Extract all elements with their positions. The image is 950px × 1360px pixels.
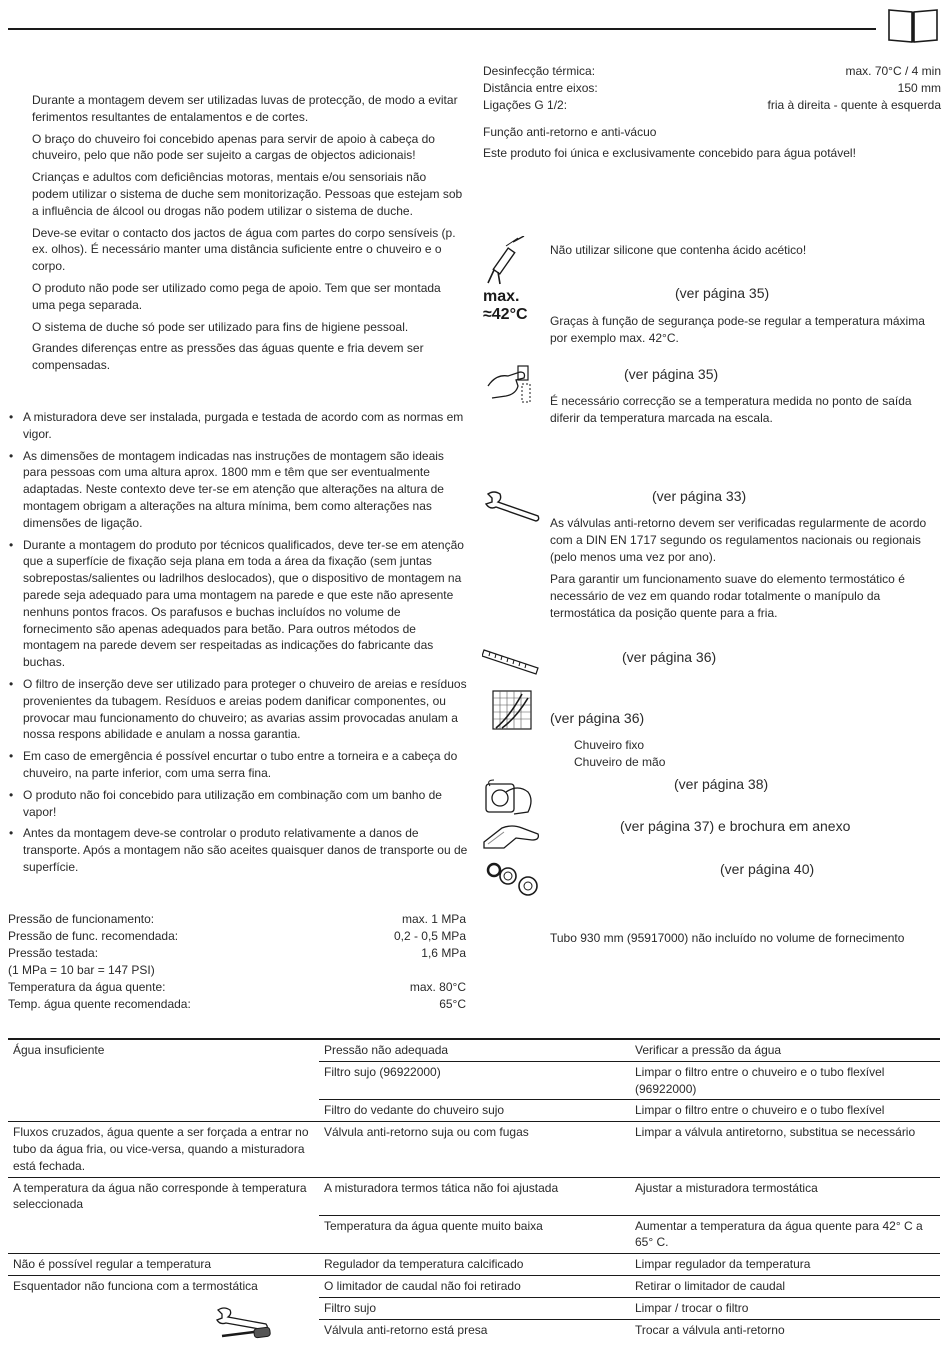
problem-cell xyxy=(8,1061,319,1100)
remedy-cell: Ajustar a misturadora termostática xyxy=(630,1177,940,1215)
problem-cell: Não é possível regular a temperatura xyxy=(8,1254,319,1276)
installation-note: • As dimensões de montagem indicadas nas instruções de montagem são ideais para pessoas com uma altura aprox. 1800 mm e têm que ser eventualmente adaptadas. Neste contexto deve ter-se em atenção que alterações na altura de montagem obrigam a alterações na altura mínima, bem como alterações nas dimensões de ligação. xyxy=(8,448,470,532)
installation-note: • Durante a montagem do produto por técnicos qualificados, deve ter-se em atenção que a superfície de fixação seja plana em toda a área da fixação (sem juntas sobrepostas/salientes ou ladrilhos deslocados), que o dispositivo de montagem na parede seja adequado para uma montagem na parede e que este não apresente nenhuns pontos fracos. Os parafusos e buchas incluídos no volume de fornecimento são apenas adequados para betão. Para outros métodos de montagem na parede devem ser respeitadas as indicações do fabricante das buchas. xyxy=(8,537,470,671)
spec-row: Ligações G 1/2: fria à direita - quente à esquerda xyxy=(483,98,941,112)
remedy-cell: Trocar a válvula anti-retorno xyxy=(630,1319,940,1340)
remedy-cell: Limpar o filtro entre o chuveiro e o tubo flexível xyxy=(630,1100,940,1122)
installation-note: • O produto não foi concebido para utilização em combinação com um banho de vapor! xyxy=(8,787,470,821)
problem-cell xyxy=(8,1100,319,1122)
installation-note: • O filtro de inserção deve ser utilizado para proteger o chuveiro de areias e resíduos provenientes da tubagem. Resíduos e areias podem danificar componentes, ou provocar mau funcionamento do chuveiro; as avarias assim provocadas anulam a nossa respons abilidade e anulam a nossa garantia. xyxy=(8,676,470,743)
remedy-cell: Verificar a pressão da água xyxy=(630,1039,940,1061)
flow-diagram-icon xyxy=(492,690,532,730)
spec-row: Temperatura da água quente: max. 80°C xyxy=(8,980,466,994)
flow-item: Chuveiro fixo xyxy=(574,738,645,752)
cause-cell: Regulador da temperatura calcificado xyxy=(319,1254,630,1276)
page-reference: (ver página 40) xyxy=(720,861,815,877)
problem-cell: Fluxos cruzados, água quente a ser forçada a entrar no tubo da água fria, ou vice-versa, quando a misturadora está fechada. xyxy=(8,1122,319,1177)
silicone-note: Não utilizar silicone que contenha ácido acético! xyxy=(550,243,807,257)
spare-parts-icon xyxy=(484,858,542,898)
thermostat-operation-icon xyxy=(484,778,536,818)
table-row xyxy=(8,1319,940,1340)
spec-row: Pressão de func. recomendada: 0,2 - 0,5 MPa xyxy=(8,929,466,943)
remedy-cell: Limpar a válvula antiretorno, substitua se necessário xyxy=(630,1122,940,1177)
table-row xyxy=(8,1122,940,1177)
remedy-cell: Retirar o limitador de caudal xyxy=(630,1276,940,1298)
cause-cell: Válvula anti-retorno suja ou com fugas xyxy=(319,1122,630,1177)
backflow-note: Função anti-retorno e anti-vácuo xyxy=(483,125,657,139)
safety-note: O produto não pode ser utilizado como pega de apoio. Tem que ser montada uma pega separada. xyxy=(32,280,441,312)
cause-cell: Válvula anti-retorno está presa xyxy=(319,1319,630,1340)
safety-note: Deve-se evitar o contacto dos jactos de água com partes do corpo sensíveis (p. ex. olhos). É necessário manter uma distância suficiente entre o chuveiro e o corpo. xyxy=(32,225,456,274)
safety-notes xyxy=(32,92,464,379)
installation-note: • Antes da montagem deve-se controlar o produto relativamente a danos de transporte. Após a montagem não são aceites quaisquer danos de transporte ou de superfície. xyxy=(8,825,470,875)
spec-row: Pressão de funcionamento: max. 1 MPa xyxy=(8,912,466,926)
page-reference: (ver página 36) xyxy=(550,710,645,726)
table-row xyxy=(8,1297,940,1319)
page-reference: (ver página 35) xyxy=(624,366,719,382)
spec-row: Distância entre eixos: 150 mm xyxy=(483,81,941,95)
maintenance-text: As válvulas anti-retorno devem ser verificadas regularmente de acordo com a DIN EN 1717 segundo os regulamentos nacionais ou regionais (pelo menos uma vez por ano). xyxy=(550,516,927,564)
safety-function-text: Graças à função de segurança pode-se regular a temperatura máxima por exemplo max. 42°C. xyxy=(550,314,925,345)
right-specs xyxy=(483,63,941,114)
table-row xyxy=(8,1100,940,1122)
page-reference: (ver página 36) xyxy=(622,649,717,665)
remedy-cell: Limpar o filtro entre o chuveiro e o tubo flexível (96922000) xyxy=(630,1061,940,1100)
potable-water-note: Este produto foi única e exclusivamente concebido para água potável! xyxy=(483,146,856,160)
table-row xyxy=(8,1177,940,1215)
header-rule xyxy=(8,28,876,30)
spec-row: Pressão testada: 1,6 MPa xyxy=(8,946,466,960)
page-reference: (ver página 35) xyxy=(675,285,770,301)
cause-cell: Filtro sujo xyxy=(319,1297,630,1319)
flow-item: Chuveiro de mão xyxy=(574,755,666,769)
problem-cell: Água insuficiente xyxy=(8,1039,319,1061)
wrench-icon xyxy=(484,490,542,524)
troubleshooting-table xyxy=(8,1038,940,1340)
cause-cell: A misturadora termos tática não foi ajustada xyxy=(319,1177,630,1215)
spec-row: (1 MPa = 10 bar = 147 PSI) xyxy=(8,963,155,977)
installation-note: • A misturadora deve ser instalada, purgada e testada de acordo com as normas em vigor. xyxy=(8,409,470,443)
page-reference: (ver página 33) xyxy=(652,488,747,504)
installation-notes xyxy=(8,409,470,881)
safety-note: Crianças e adultos com deficiências motoras, mentais e/ou sensoriais não podem utilizar o sistema de duche sem monitorização. Pessoas que estejam sob a influência de álcool ou drogas não podem utilizar o sistema de duche. xyxy=(32,170,463,218)
open-book-icon xyxy=(886,8,940,44)
installation-note: • Em caso de emergência é possível encurtar o tubo entre a torneira e a cabeça do chuveiro, na parte inferior, com uma serra fina. xyxy=(8,748,470,782)
remedy-cell: Limpar / trocar o filtro xyxy=(630,1297,940,1319)
cause-cell: Filtro sujo (96922000) xyxy=(319,1061,630,1100)
problem-cell: Esquentador não funciona com a termostática xyxy=(8,1276,319,1298)
accessory-note: Tubo 930 mm (95917000) não incluído no volume de fornecimento xyxy=(550,931,905,945)
safety-note: Durante a montagem devem ser utilizadas luvas de protecção, de modo a evitar ferimentos resultantes de entalamentos e de cortes. xyxy=(32,93,458,124)
max-temperature-icon: max. ≈42°C xyxy=(483,288,528,323)
page-reference: (ver página 38) xyxy=(674,776,769,792)
spec-row: Temp. água quente recomendada: 65°C xyxy=(8,997,466,1011)
adjust-text: É necessário correcção se a temperatura medida no ponto de saída diferir da temperatura marcada na escala. xyxy=(550,394,912,425)
tools-icon xyxy=(214,1306,274,1346)
technical-data xyxy=(8,911,466,1013)
table-row xyxy=(8,1061,940,1100)
dimensions-ruler-icon xyxy=(482,648,540,682)
remedy-cell: Limpar regulador da temperatura xyxy=(630,1254,940,1276)
cause-cell: O limitador de caudal não foi retirado xyxy=(319,1276,630,1298)
table-row xyxy=(8,1254,940,1276)
table-row xyxy=(8,1039,940,1061)
cleaning-hand-icon xyxy=(482,820,542,850)
maintenance-text: Para garantir um funcionamento suave do elemento termostático é necessário de vez em quando rodar totalmente o manípulo da termostática da posição quente para a fria. xyxy=(550,572,905,620)
remedy-cell: Aumentar a temperatura da água quente para 42° C a 65° C. xyxy=(630,1215,940,1254)
cause-cell: Pressão não adequada xyxy=(319,1039,630,1061)
silicone-gun-icon xyxy=(486,236,532,286)
hand-adjust-icon xyxy=(486,364,536,404)
table-row xyxy=(8,1276,940,1298)
problem-cell xyxy=(8,1215,319,1254)
page-reference: (ver página 37) e brochura em anexo xyxy=(620,818,851,834)
spec-row: Desinfecção térmica: max. 70°C / 4 min xyxy=(483,64,941,78)
table-row xyxy=(8,1215,940,1254)
cause-cell: Filtro do vedante do chuveiro sujo xyxy=(319,1100,630,1122)
cause-cell: Temperatura da água quente muito baixa xyxy=(319,1215,630,1254)
safety-note: Grandes diferenças entre as pressões das águas quente e fria devem ser compensadas. xyxy=(32,341,424,373)
safety-note: O braço do chuveiro foi concebido apenas para servir de apoio à cabeça do chuveiro, pelo que não pode ser sujeito a cargas de objectos adicionais! xyxy=(32,131,435,163)
safety-note: O sistema de duche só pode ser utilizado para fins de higiene pessoal. xyxy=(32,319,409,334)
problem-cell: A temperatura da água não corresponde à temperatura seleccionada xyxy=(8,1177,319,1215)
